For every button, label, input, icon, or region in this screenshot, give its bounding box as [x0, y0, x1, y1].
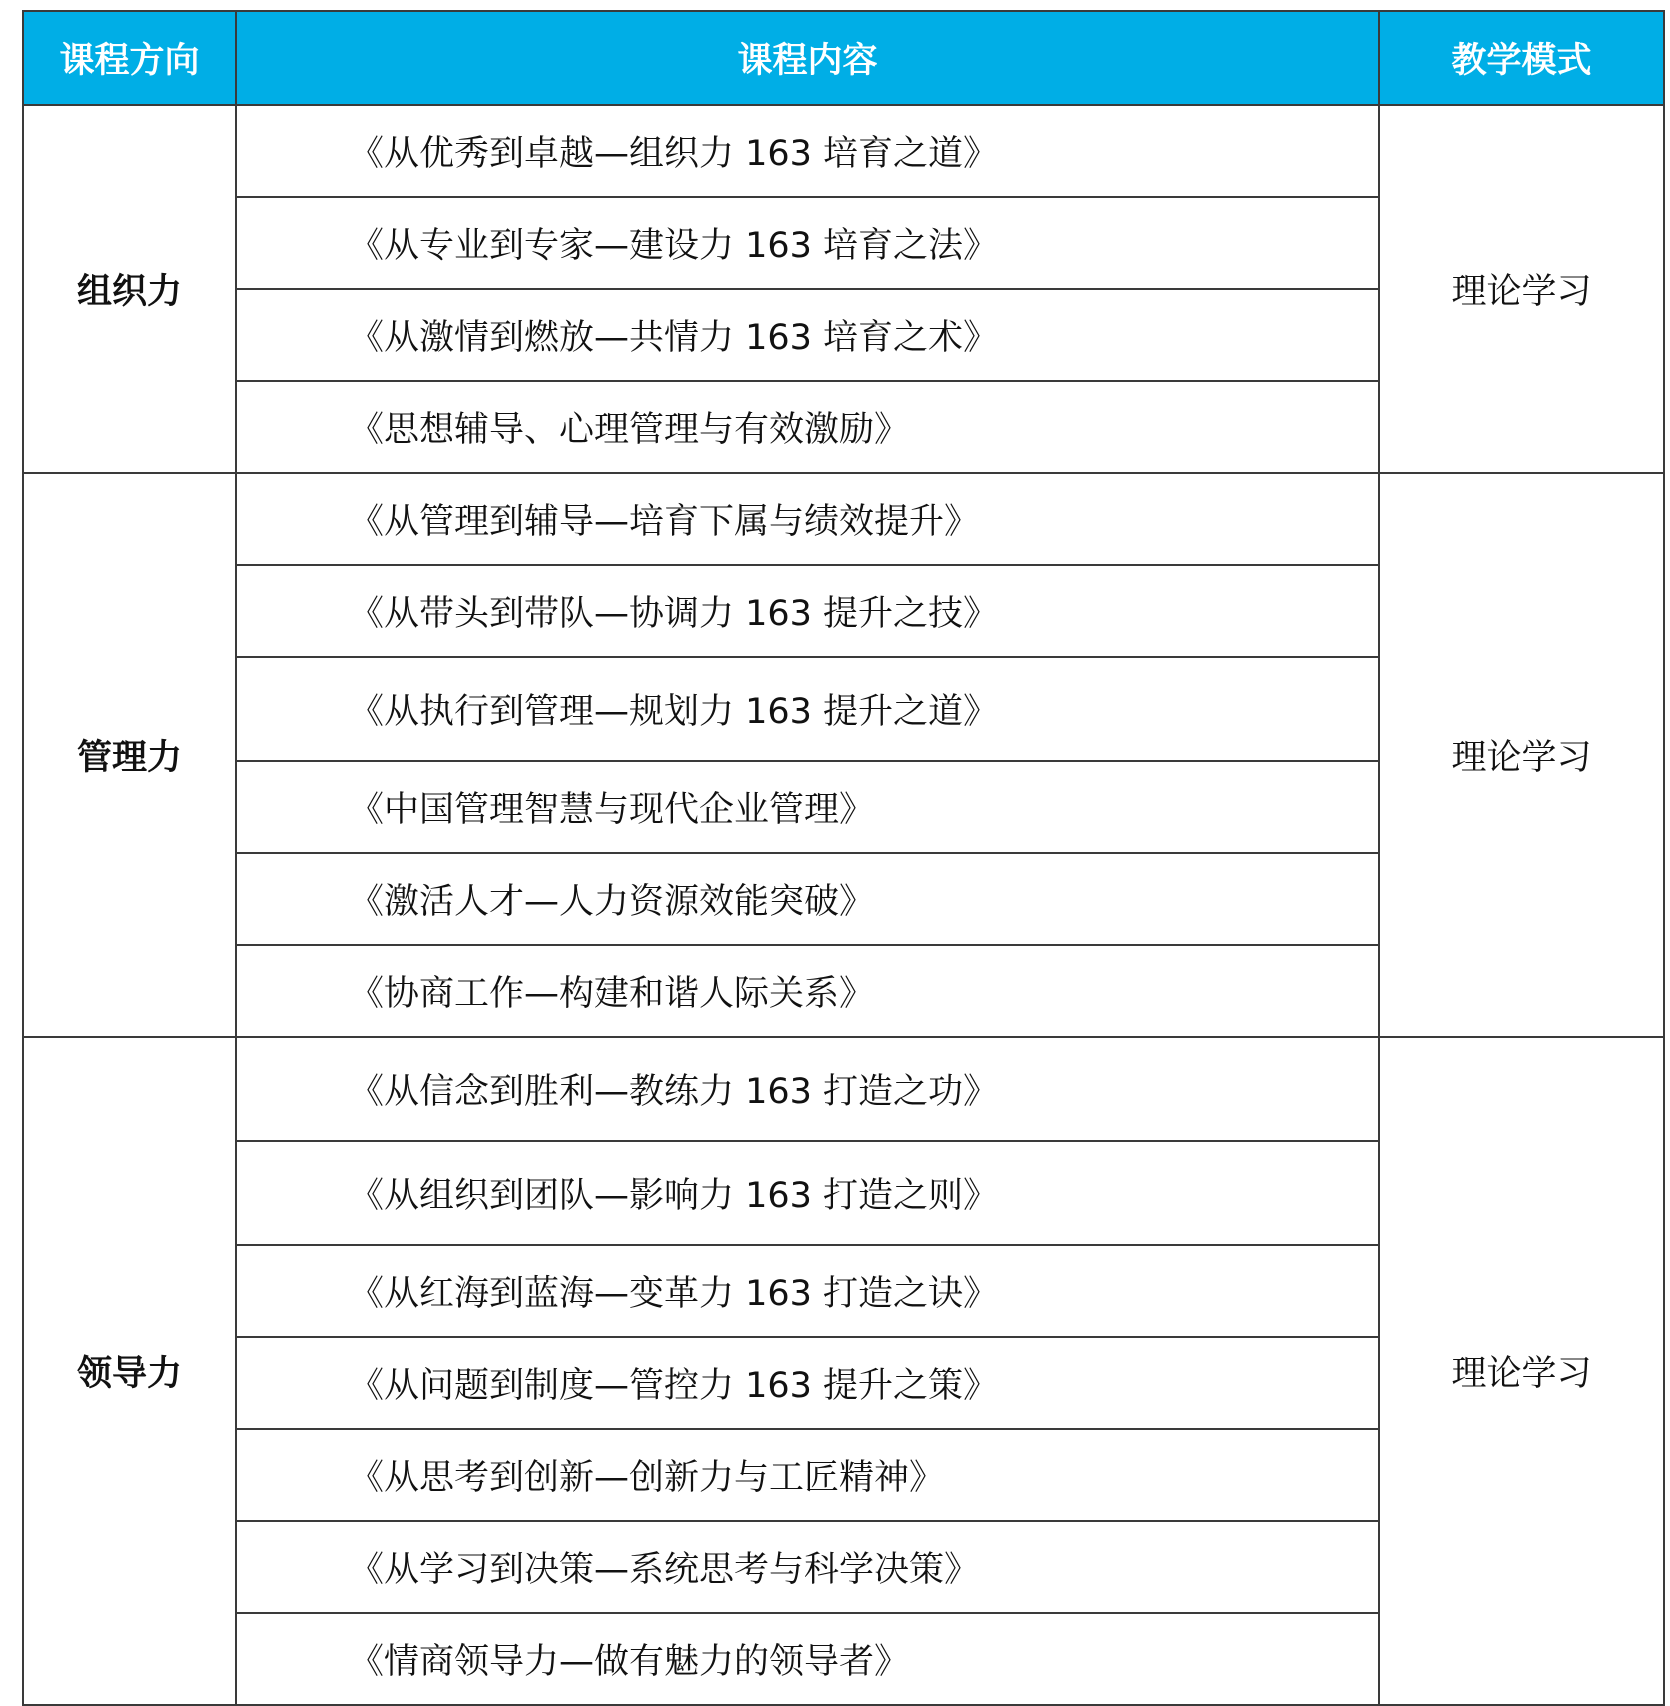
- course-cell: 《协商工作—构建和谐人际关系》: [236, 945, 1379, 1037]
- course-cell: 《从组织到团队—影响力 163 打造之则》: [236, 1141, 1379, 1245]
- course-cell: 《从问题到制度—管控力 163 提升之策》: [236, 1337, 1379, 1429]
- mode-cell: 理论学习: [1379, 105, 1664, 473]
- course-cell: 《从信念到胜利—教练力 163 打造之功》: [236, 1037, 1379, 1141]
- course-cell: 《中国管理智慧与现代企业管理》: [236, 761, 1379, 853]
- course-cell: 《从红海到蓝海—变革力 163 打造之诀》: [236, 1245, 1379, 1337]
- table-row: [23, 1037, 1664, 1141]
- course-cell: 《从专业到专家—建设力 163 培育之法》: [236, 197, 1379, 289]
- course-cell: 《从带头到带队—协调力 163 提升之技》: [236, 565, 1379, 657]
- header-direction: 课程方向: [23, 11, 236, 105]
- course-cell: 《从管理到辅导—培育下属与绩效提升》: [236, 473, 1379, 565]
- table-row: [23, 473, 1664, 565]
- table-row: [23, 105, 1664, 197]
- header-mode: 教学模式: [1379, 11, 1664, 105]
- mode-cell: 理论学习: [1379, 473, 1664, 1037]
- course-cell: 《情商领导力—做有魅力的领导者》: [236, 1613, 1379, 1705]
- course-cell: 《从学习到决策—系统思考与科学决策》: [236, 1521, 1379, 1613]
- direction-cell-management: 管理力: [23, 473, 236, 1037]
- header-content: 课程内容: [236, 11, 1379, 105]
- course-cell: 《从激情到燃放—共情力 163 培育之术》: [236, 289, 1379, 381]
- course-cell: 《从执行到管理—规划力 163 提升之道》: [236, 657, 1379, 761]
- header-row: [23, 11, 1664, 105]
- course-cell: 《激活人才—人力资源效能突破》: [236, 853, 1379, 945]
- course-cell: 《从优秀到卓越—组织力 163 培育之道》: [236, 105, 1379, 197]
- mode-cell: 理论学习: [1379, 1037, 1664, 1705]
- course-table: [22, 10, 1665, 1706]
- direction-cell-organization: 组织力: [23, 105, 236, 473]
- course-cell: 《从思考到创新—创新力与工匠精神》: [236, 1429, 1379, 1521]
- course-cell: 《思想辅导、心理管理与有效激励》: [236, 381, 1379, 473]
- direction-cell-leadership: 领导力: [23, 1037, 236, 1705]
